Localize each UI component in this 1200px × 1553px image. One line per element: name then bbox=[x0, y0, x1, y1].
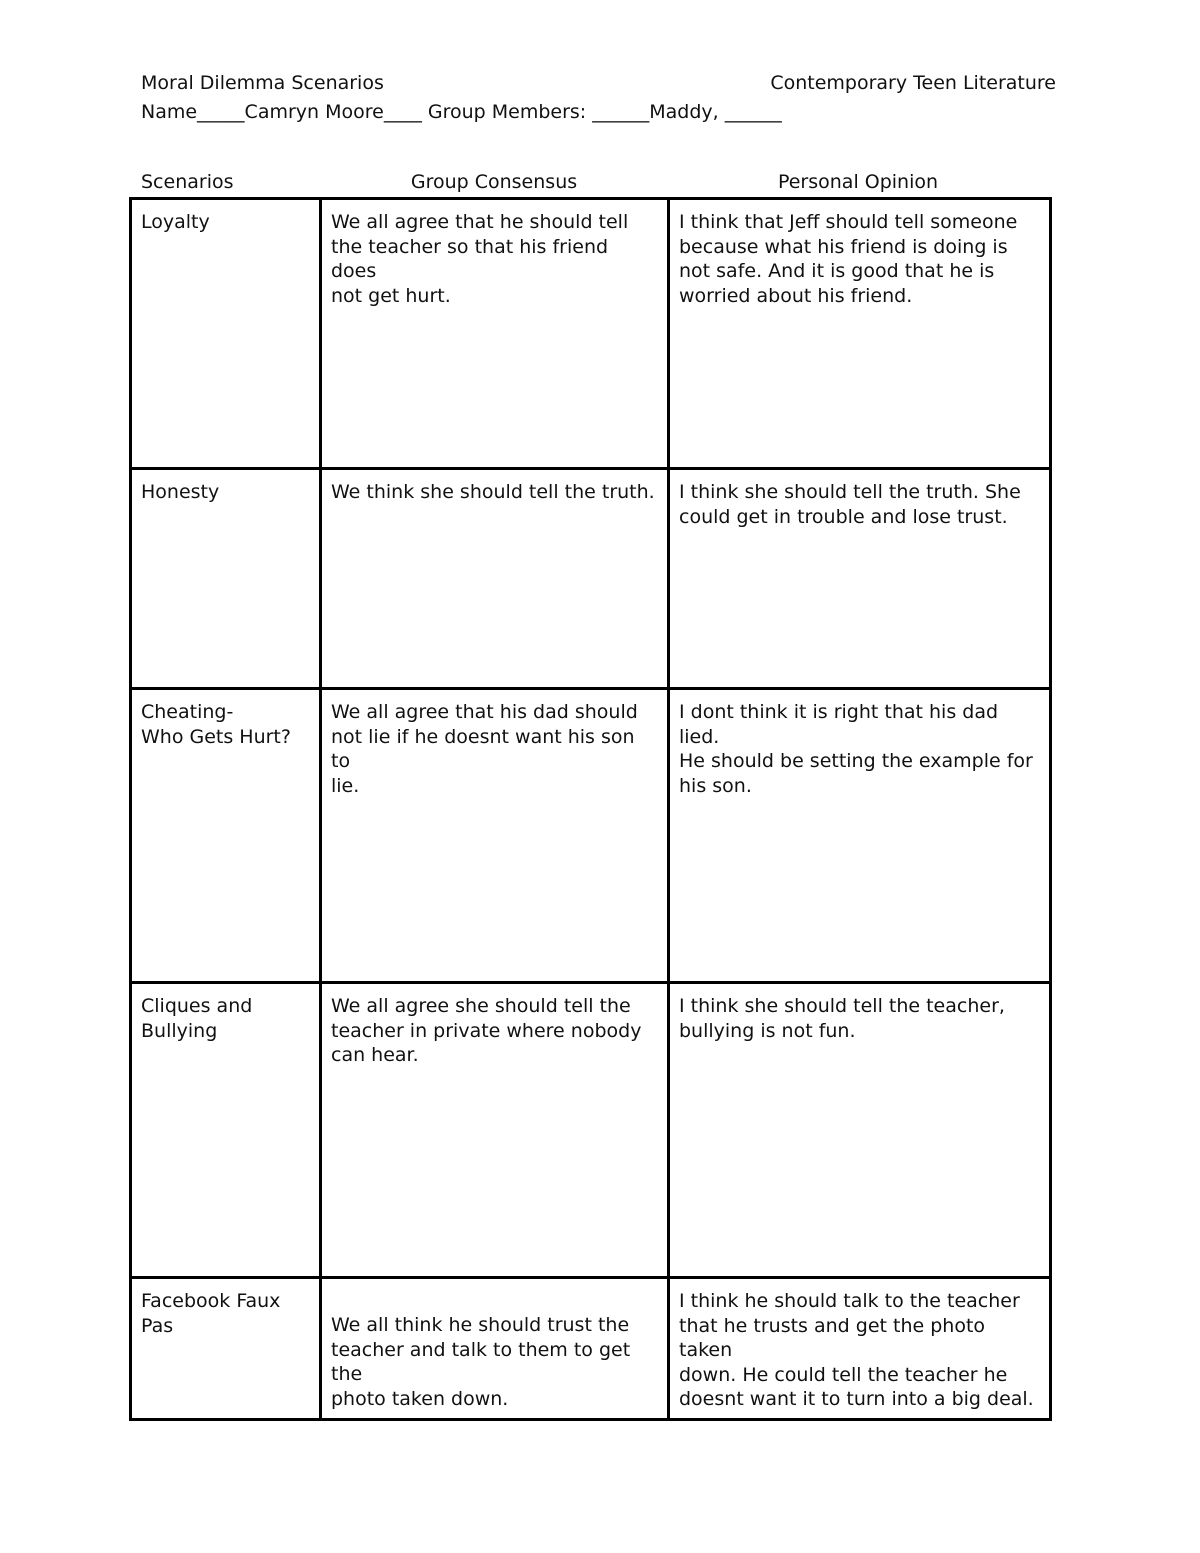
column-header-scenarios: Scenarios bbox=[141, 171, 234, 193]
personal-opinion-cell: I think she should tell the truth. She could get in trouble and lose trust. bbox=[669, 469, 1051, 689]
table-row-cheating bbox=[131, 689, 1051, 983]
table-row-loyalty bbox=[131, 199, 1051, 469]
personal-opinion-cell: I think she should tell the teacher, bullying is not fun. bbox=[669, 983, 1051, 1278]
name-and-group-members-line: Name_____Camryn Moore____ Group Members: ______Maddy, ______ bbox=[141, 101, 782, 123]
personal-opinion-cell: I think that Jeff should tell someone because what his friend is doing is not safe. And it is good that he is worried about his friend. bbox=[669, 199, 1051, 469]
group-consensus-cell: We think she should tell the truth. bbox=[321, 469, 669, 689]
scenario-cell: Loyalty bbox=[131, 199, 321, 469]
scenario-cell: Facebook Faux Pas bbox=[131, 1278, 321, 1420]
document-title: Moral Dilemma Scenarios bbox=[141, 72, 384, 94]
course-title: Contemporary Teen Literature bbox=[770, 72, 1056, 94]
scenarios-table bbox=[129, 197, 1052, 1421]
table-row-cliques bbox=[131, 983, 1051, 1278]
table-row-honesty bbox=[131, 469, 1051, 689]
personal-opinion-cell: I think he should talk to the teacher that he trusts and get the photo taken down. He could tell the teacher he doesnt want it to turn into a big deal. bbox=[669, 1278, 1051, 1420]
scenario-cell: Honesty bbox=[131, 469, 321, 689]
group-consensus-cell: We all think he should trust the teacher and talk to them to get the photo taken down. bbox=[321, 1278, 669, 1420]
personal-opinion-cell: I dont think it is right that his dad lied. He should be setting the example for his son. bbox=[669, 689, 1051, 983]
scenario-cell: Cheating- Who Gets Hurt? bbox=[131, 689, 321, 983]
column-header-personal-opinion: Personal Opinion bbox=[777, 171, 939, 193]
group-consensus-cell: We all agree that he should tell the teacher so that his friend does not get hurt. bbox=[321, 199, 669, 469]
group-consensus-cell: We all agree that his dad should not lie if he doesnt want his son to lie. bbox=[321, 689, 669, 983]
table-row-facebook bbox=[131, 1278, 1051, 1420]
group-consensus-cell: We all agree she should tell the teacher in private where nobody can hear. bbox=[321, 983, 669, 1278]
scenario-cell: Cliques and Bullying bbox=[131, 983, 321, 1278]
column-header-group-consensus: Group Consensus bbox=[410, 171, 578, 193]
